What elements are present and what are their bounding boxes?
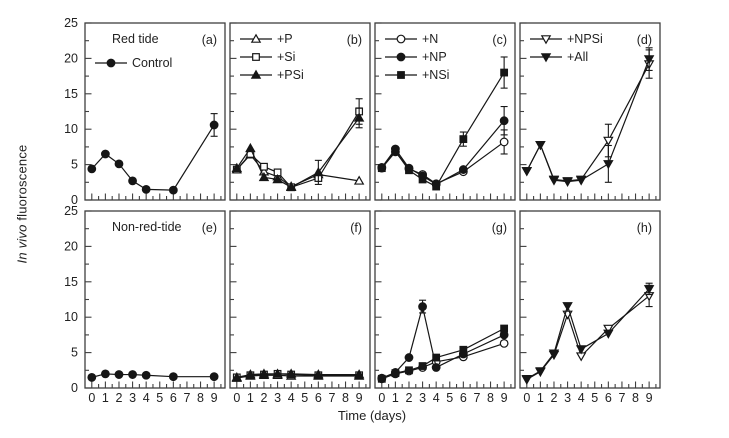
panel-frame [375,211,515,388]
data-point-square-filled-icon [419,176,426,183]
panel-g [375,211,515,405]
x-tick-label: 0 [88,391,96,405]
x-tick-label: 1 [246,391,254,405]
x-tick-label: 3 [274,391,282,405]
y-tick-label: 15 [64,274,78,289]
data-point-square-filled-icon [406,367,413,374]
x-tick-label: 7 [473,391,481,405]
data-point-square-filled-icon [392,148,399,155]
x-tick-label: 5 [446,391,454,405]
panel-frame [520,23,660,200]
data-point-circle-open-icon [500,138,508,146]
panel-letter: (d) [636,33,652,47]
data-point-circle-filled-icon [115,371,123,379]
panel-letter: (h) [636,221,652,235]
data-point-square-filled-icon [378,375,385,382]
x-tick-label: 2 [550,391,558,405]
x-tick-label: 9 [210,391,218,405]
x-tick-label: 0 [378,391,386,405]
data-point-circle-filled-icon [102,150,110,158]
data-point-square-filled-icon [378,165,385,172]
x-tick-label: 5 [591,391,599,405]
x-tick-label: 1 [391,391,399,405]
data-point-square-filled-icon [433,354,440,361]
data-point-circle-filled-icon [88,374,96,382]
x-tick-label: 4 [577,391,585,405]
panel-frame [85,23,225,200]
y-tick-label: 0 [71,193,78,207]
x-tick-label: 2 [115,391,123,405]
legend-label: +P [277,32,293,46]
x-tick-label: 8 [197,391,205,405]
panel-a [64,16,225,207]
x-tick-label: 0 [233,391,241,405]
data-point-circle-filled-icon [210,121,218,129]
legend-label: +Si [277,50,296,64]
y-tick-label: 15 [64,86,78,101]
x-tick-label: 7 [618,391,626,405]
x-tick-label: 1 [101,391,109,405]
data-point-circle-filled-icon [170,373,178,381]
x-tick-label: 2 [260,391,268,405]
x-tick-label: 3 [564,391,572,405]
y-tick-label: 20 [64,51,78,66]
x-tick-label: 6 [314,391,322,405]
panel-frame [230,23,370,200]
legend-label: +NPSi [567,32,603,46]
x-tick-label: 7 [328,391,336,405]
panel-frame [85,211,225,388]
data-point-circle-filled-icon [129,371,137,379]
data-point-circle-filled-icon [142,371,150,379]
panel-frame [230,211,370,388]
panel-f [230,211,370,405]
panel-b [230,23,370,200]
x-tick-label: 9 [500,391,508,405]
data-point-circle-filled-icon [115,160,123,168]
row-title: Non-red-tide [112,220,182,234]
x-tick-label: 5 [156,391,164,405]
y-tick-label: 5 [71,345,78,360]
legend-marker-square-filled-icon [398,72,405,79]
y-tick-label: 10 [64,310,78,325]
data-point-circle-filled-icon [102,370,110,378]
y-axis-label [15,145,30,264]
data-point-square-filled-icon [433,183,440,190]
data-point-circle-filled-icon [129,177,137,185]
panel-letter: (e) [201,221,217,235]
y-axis-label-italic: In vivo [14,224,30,264]
data-point-circle-filled-icon [432,364,440,372]
y-tick-label: 10 [64,122,78,137]
legend-label: +NSi [422,68,450,82]
panel-letter: (f) [350,221,362,235]
x-tick-label: 4 [287,391,295,405]
legend-marker-square-open-icon [253,54,260,61]
x-tick-label: 6 [169,391,177,405]
panel-d [520,23,660,200]
x-tick-label: 8 [487,391,495,405]
y-tick-label: 20 [64,239,78,254]
legend-label: +N [422,32,439,46]
x-tick-label: 7 [183,391,191,405]
panel-letter: (a) [201,33,217,47]
panel-c [375,23,515,200]
data-point-circle-filled-icon [460,166,468,174]
data-point-circle-filled-icon [170,186,178,194]
y-tick-label: 25 [64,16,78,30]
panel-h [520,211,660,405]
data-point-circle-filled-icon [500,117,508,125]
data-point-circle-open-icon [500,340,508,348]
legend-marker-circle-open-icon [397,35,405,43]
data-point-square-filled-icon [501,69,508,76]
x-tick-label: 8 [632,391,640,405]
data-point-square-filled-icon [460,136,467,143]
x-tick-label: 8 [342,391,350,405]
y-tick-label: 5 [71,157,78,172]
x-tick-label: 5 [301,391,309,405]
x-tick-label: 1 [536,391,544,405]
data-point-square-filled-icon [392,370,399,377]
legend-label: Control [132,56,173,70]
y-axis-label-rest: fluoroscence [14,144,30,225]
x-tick-label: 3 [419,391,427,405]
x-tick-label: 0 [523,391,531,405]
x-tick-label: 4 [142,391,150,405]
data-point-square-filled-icon [419,363,426,370]
x-tick-label: 2 [405,391,413,405]
row-title: Red tide [112,32,159,46]
data-point-circle-filled-icon [405,354,413,362]
legend-label: +PSi [277,68,304,82]
panel-letter: (g) [491,221,507,235]
data-point-square-filled-icon [501,325,508,332]
x-tick-label: 3 [129,391,137,405]
data-point-circle-filled-icon [419,303,427,311]
x-tick-label: 4 [432,391,440,405]
x-tick-label: 9 [645,391,653,405]
x-tick-label: 6 [604,391,612,405]
panel-letter: (b) [346,33,362,47]
data-point-square-filled-icon [406,167,413,174]
data-point-square-filled-icon [460,346,467,353]
legend-marker-circle-filled-icon [107,59,115,67]
x-tick-label: 9 [355,391,363,405]
y-tick-label: 0 [71,381,78,395]
x-axis-label: Time (days) [337,408,407,423]
data-point-circle-filled-icon [142,186,150,194]
data-point-circle-filled-icon [88,165,96,173]
legend-label: +All [567,50,589,64]
panel-e [64,204,225,405]
data-point-square-open-icon [261,163,268,170]
legend-marker-circle-filled-icon [397,53,405,61]
x-tick-label: 6 [459,391,467,405]
legend-label: +NP [422,50,447,64]
panel-letter: (c) [492,33,507,47]
y-tick-label: 25 [64,204,78,218]
data-point-circle-filled-icon [210,373,218,381]
